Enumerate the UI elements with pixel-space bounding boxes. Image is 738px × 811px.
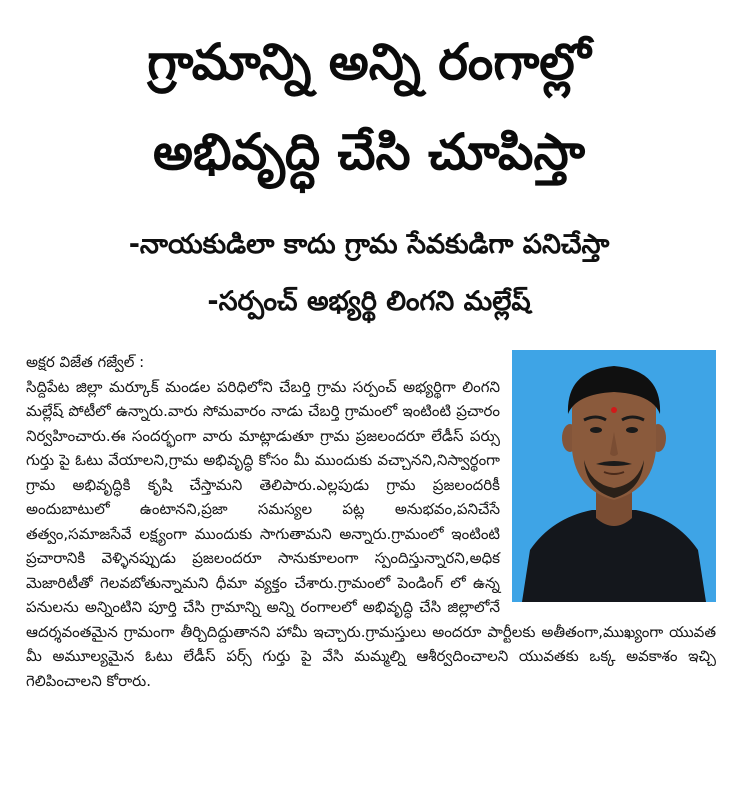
tilak-mark <box>611 407 617 413</box>
article-paragraph: సిద్దిపేట జిల్లా మర్కూక్ మండల పరిధిలోని చేబర్తి గ్రామ సర్పంచ్ అభ్యర్థిగా లింగని మల్లేష్ పోటీలో ఉన్నారు.వారు సోమవారం నాడు చేబర్తి గ్రామంలో ఇంటింటి ప్రచారం నిర్వహించారు.ఈ సందర్భంగా వారు మాట్లాడుతూ గ్రామ ప్రజలందరూ లేడీస్ పర్సు గుర్తు పై ఓటు వేయాలని,గ్రామ అభివృద్ధి కోసం మీ ముందుకు వచ్చానని,నిస్వార్థంగా గ్రామ అభివృద్ధికి కృషి చేస్తామని తెలిపారు.ఎల్లపుడు గ్రామ ప్రజలందరికీ అందుబాటులో ఉంటానని,ప్రజా సమస్యల పట్ల అనుభవం,పనిచేసే తత్వం,సమాజసేవే లక్ష్యంగా ముందుకు సాగుతామని అన్నారు.గ్రామంలో ఇంటింటి ప్రచారానికి వెళ్ళినప్పుడు ప్రజలందరూ సానుకూలంగా స్పందిస్తున్నారని,అధిక మెజారిటీతో గెలవబోతున్నామని ధీమా వ్యక్తం చేశారు.గ్రామంలో పెండింగ్ లో ఉన్న పనులను అన్నింటిని పూర్తి చేసి గ్రామాన్ని అన్ని రంగాలలో అభివృద్ధి చేసి జిల్లాలోనే ఆదర్శవంతమైన గ్రామంగా తీర్చిదిద్దుతానని హామీ ఇచ్చారు.గ్రామస్తులు అందరూ పార్టీలకు అతీతంగా,ముఖ్యంగా యువత మీ అమూల్యమైన ఓటు లేడీస్ పర్స్ గుర్తు పై వేసి మమ్మల్ని ఆశీర్వదించాలని యువతకు ఒక్క అవకాశం ఇచ్చి గెలిపించాలని కోరారు. <box>26 377 716 690</box>
headline-line-2: అభివృద్ధి చేసి చూపిస్తా <box>152 123 585 181</box>
candidate-portrait-illustration <box>512 350 716 602</box>
candidate-photo <box>512 350 716 602</box>
left-eye <box>590 427 602 433</box>
subheadline-2: -సర్పంచ్ అభ్యర్థి లింగని మల్లేష్ <box>207 286 531 317</box>
subheadline-1: -నాయకుడిలా కాదు గ్రామ సేవకుడిగా పనిచేస్తా <box>128 229 610 260</box>
article-body <box>26 350 716 693</box>
headline-line-1: గ్రామాన్ని అన్ని రంగాల్లో <box>147 33 591 91</box>
right-eye <box>626 427 638 433</box>
article-dateline: అక్షర విజేత గజ్వేల్ : <box>26 353 145 371</box>
